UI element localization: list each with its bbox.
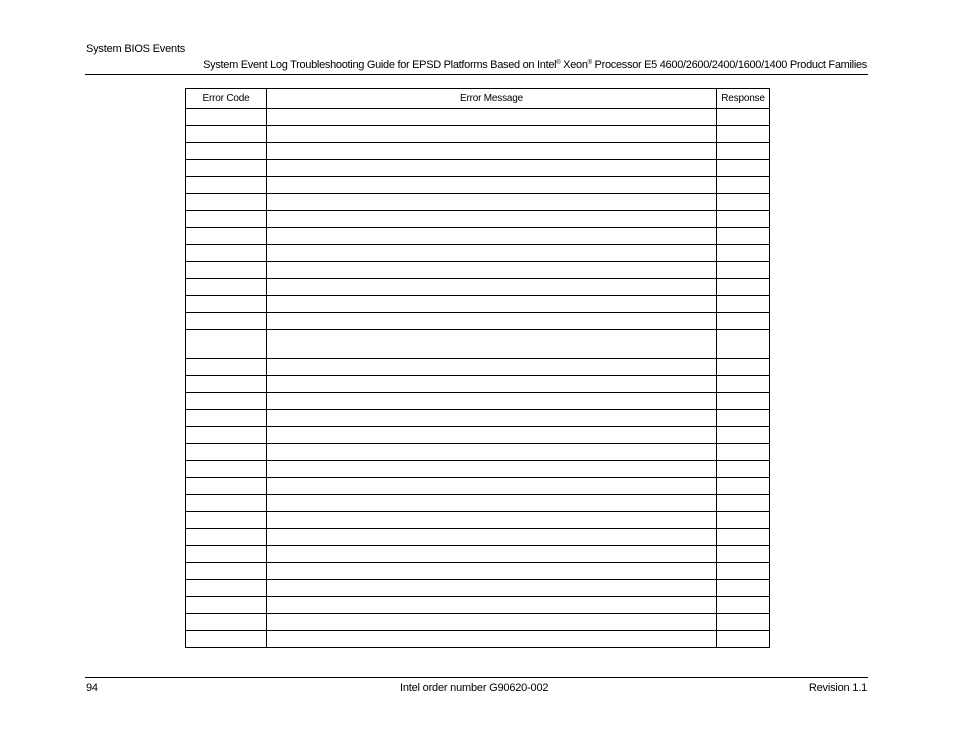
error-message-cell (267, 631, 717, 648)
error-message-cell (267, 580, 717, 597)
response-cell (717, 631, 770, 648)
response-cell (717, 279, 770, 296)
error-code-cell (186, 313, 267, 330)
table-row (186, 410, 770, 427)
table-row (186, 109, 770, 126)
header-rule (85, 74, 868, 75)
error-message-cell (267, 597, 717, 614)
error-code-table (185, 88, 770, 648)
error-code-cell (186, 563, 267, 580)
table-row (186, 495, 770, 512)
error-code-cell (186, 194, 267, 211)
table-row (186, 126, 770, 143)
error-message-cell (267, 160, 717, 177)
table-row (186, 194, 770, 211)
table-row (186, 359, 770, 376)
response-cell (717, 376, 770, 393)
table-row (186, 427, 770, 444)
response-cell (717, 563, 770, 580)
table-row (186, 393, 770, 410)
response-cell (717, 143, 770, 160)
table-row (186, 529, 770, 546)
column-header-error-code: Error Code (186, 89, 267, 109)
response-cell (717, 296, 770, 313)
error-message-cell (267, 410, 717, 427)
document-title (203, 59, 867, 71)
error-message-cell (267, 330, 717, 359)
response-cell (717, 461, 770, 478)
response-cell (717, 330, 770, 359)
table-row (186, 444, 770, 461)
error-message-cell (267, 126, 717, 143)
error-message-cell (267, 529, 717, 546)
response-cell (717, 359, 770, 376)
response-cell (717, 512, 770, 529)
column-header-response: Response (717, 89, 770, 109)
response-cell (717, 160, 770, 177)
error-message-cell (267, 262, 717, 279)
title-part-1: System Event Log Troubleshooting Guide for EPSD Platforms Based on Intel (203, 59, 557, 71)
response-cell (717, 393, 770, 410)
table-row (186, 313, 770, 330)
title-part-2: Xeon (560, 59, 588, 71)
error-code-cell (186, 410, 267, 427)
error-message-cell (267, 563, 717, 580)
table-row (186, 160, 770, 177)
table-row (186, 143, 770, 160)
table-row (186, 376, 770, 393)
error-message-cell (267, 376, 717, 393)
revision: Revision 1.1 (808, 682, 867, 694)
error-code-cell (186, 160, 267, 177)
table-row (186, 296, 770, 313)
error-message-cell (267, 296, 717, 313)
error-code-cell (186, 461, 267, 478)
section-title: System BIOS Events (86, 43, 186, 55)
table-row (186, 228, 770, 245)
error-code-cell (186, 376, 267, 393)
error-code-cell (186, 597, 267, 614)
error-message-cell (267, 359, 717, 376)
column-header-error-message: Error Message (267, 89, 717, 109)
error-message-cell (267, 313, 717, 330)
error-code-cell (186, 143, 267, 160)
response-cell (717, 262, 770, 279)
error-code-cell (186, 529, 267, 546)
response-cell (717, 546, 770, 563)
error-code-cell (186, 245, 267, 262)
response-cell (717, 313, 770, 330)
error-code-cell (186, 330, 267, 359)
response-cell (717, 495, 770, 512)
response-cell (717, 478, 770, 495)
error-message-cell (267, 279, 717, 296)
table-row (186, 245, 770, 262)
response-cell (717, 126, 770, 143)
error-code-cell (186, 393, 267, 410)
error-message-cell (267, 109, 717, 126)
error-message-cell (267, 546, 717, 563)
error-code-cell (186, 126, 267, 143)
table-row (186, 279, 770, 296)
table-row (186, 614, 770, 631)
error-code-cell (186, 512, 267, 529)
table-row (186, 330, 770, 359)
error-code-cell (186, 228, 267, 245)
error-message-cell (267, 512, 717, 529)
page-number: 94 (86, 682, 98, 694)
response-cell (717, 109, 770, 126)
response-cell (717, 194, 770, 211)
table-header-row (186, 89, 770, 109)
error-code-cell (186, 444, 267, 461)
table-row (186, 478, 770, 495)
error-code-cell (186, 580, 267, 597)
error-code-cell (186, 279, 267, 296)
error-message-cell (267, 427, 717, 444)
error-code-cell (186, 631, 267, 648)
error-message-cell (267, 228, 717, 245)
error-message-cell (267, 461, 717, 478)
table-body (186, 109, 770, 648)
error-code-cell (186, 177, 267, 194)
response-cell (717, 427, 770, 444)
response-cell (717, 580, 770, 597)
table-row (186, 512, 770, 529)
table-row (186, 597, 770, 614)
error-message-cell (267, 177, 717, 194)
title-part-3: Processor E5 4600/2600/2400/1600/1400 Product Families (591, 59, 867, 71)
response-cell (717, 614, 770, 631)
error-code-cell (186, 262, 267, 279)
response-cell (717, 211, 770, 228)
error-code-cell (186, 546, 267, 563)
registered-mark: ® (556, 60, 561, 66)
error-message-cell (267, 211, 717, 228)
error-message-cell (267, 245, 717, 262)
error-message-cell (267, 393, 717, 410)
error-message-cell (267, 614, 717, 631)
table-row (186, 262, 770, 279)
table-row (186, 546, 770, 563)
response-cell (717, 529, 770, 546)
footer-rule (85, 677, 868, 678)
table-row (186, 177, 770, 194)
error-code-cell (186, 296, 267, 313)
registered-mark: ® (587, 60, 592, 66)
table-row (186, 580, 770, 597)
response-cell (717, 228, 770, 245)
error-code-cell (186, 211, 267, 228)
response-cell (717, 245, 770, 262)
error-code-cell (186, 359, 267, 376)
table-row (186, 461, 770, 478)
response-cell (717, 177, 770, 194)
error-code-cell (186, 478, 267, 495)
error-message-cell (267, 478, 717, 495)
response-cell (717, 597, 770, 614)
order-number: Intel order number G90620-002 (400, 682, 549, 694)
error-message-cell (267, 194, 717, 211)
table-row (186, 211, 770, 228)
error-message-cell (267, 495, 717, 512)
error-code-cell (186, 427, 267, 444)
response-cell (717, 410, 770, 427)
error-code-cell (186, 109, 267, 126)
error-code-cell (186, 495, 267, 512)
table-row (186, 563, 770, 580)
response-cell (717, 444, 770, 461)
error-message-cell (267, 143, 717, 160)
table-row (186, 631, 770, 648)
error-code-cell (186, 614, 267, 631)
error-message-cell (267, 444, 717, 461)
